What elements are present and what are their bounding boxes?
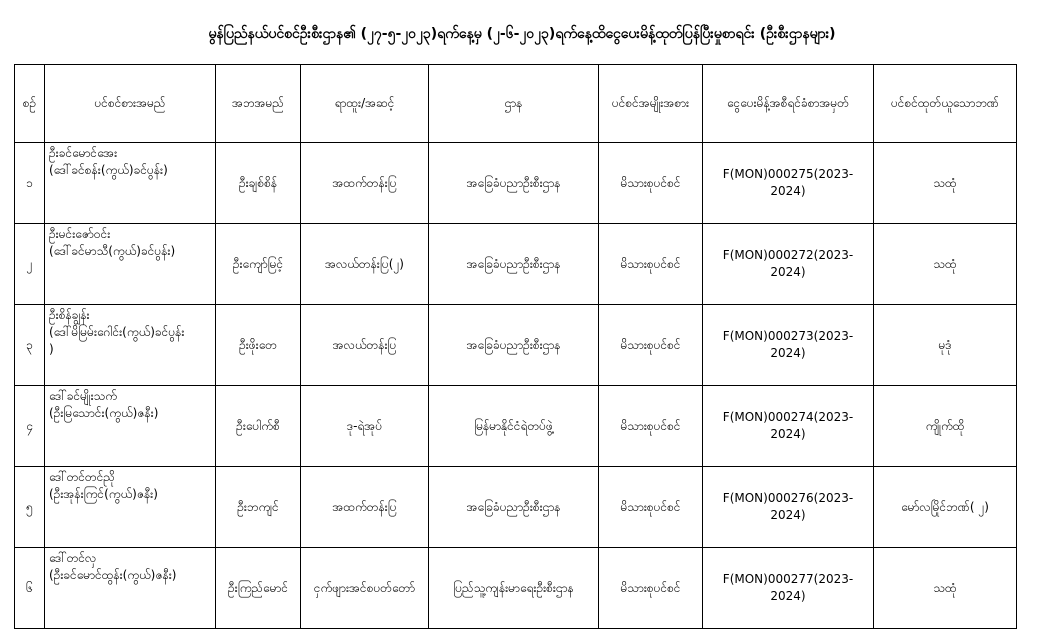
row-number: ၂ — [15, 224, 45, 305]
pension-type: မိသားစုပင်စင် — [599, 467, 703, 548]
table-row — [15, 305, 1017, 386]
page-title: မွန်ပြည်နယ်ပင်စင်ဦးစီးဌာန၏ (၂၇-၅-၂၀၂၃)ရက်နေ့မှ (၂-၆-၂၀၂၃)ရက်နေ့ထိငွေပေးမိန့်ထုတ်ပြန်ပြီးမှုစာရင်း (ဦးစီးဌာနများ) — [208, 26, 836, 42]
rank: ဒု-ရဲအုပ် — [301, 386, 429, 467]
rank: အထက်တန်းပြ — [301, 467, 429, 548]
column-header-pension-type: ပင်စင်အမျိုးအစား — [599, 65, 703, 143]
bank: မုဒုံ — [874, 305, 1017, 386]
order-number: F(MON)000275(2023-2024) — [703, 143, 874, 224]
pensioner-name-cell — [45, 224, 216, 305]
table-header-row — [15, 65, 1017, 143]
department: အခြေခံပညာဦးစီးဌာန — [429, 143, 599, 224]
column-header-bank: ပင်စင်ထုတ်ယူသောဘဏ် — [874, 65, 1017, 143]
deceased-spouse-note: (ဦးခင်မောင်ထွန်း(ကွယ်)ဇနီး) — [49, 568, 177, 582]
department: အခြေခံပညာဦးစီးဌာန — [429, 467, 599, 548]
father-name: ဦးဘကျင် — [216, 467, 301, 548]
deceased-spouse-note: (ဒေါ်ခင်မာသီ(ကွယ်)ခင်ပွန်း) — [49, 244, 176, 258]
pensioner-name: ဒေါ်တင်လှ — [49, 551, 97, 565]
department: မြန်မာနိုင်ငံရဲတပ်ဖွဲ့ — [429, 386, 599, 467]
table-row — [15, 467, 1017, 548]
pensioner-name: ဦးစိန်ချွန်း — [49, 308, 90, 322]
pension-table — [14, 64, 1017, 629]
column-header-pensioner-name: ပင်စင်စားအမည် — [45, 65, 216, 143]
father-name: ဦးကျော်မြင့် — [216, 224, 301, 305]
order-number: F(MON)000276(2023-2024) — [703, 467, 874, 548]
pension-type: မိသားစုပင်စင် — [599, 224, 703, 305]
father-name: ဦးချစ်စိန် — [216, 143, 301, 224]
department: အခြေခံပညာဦးစီးဌာန — [429, 224, 599, 305]
order-number: F(MON)000274(2023-2024) — [703, 386, 874, 467]
order-number: F(MON)000277(2023-2024) — [703, 548, 874, 629]
pensioner-name-cell — [45, 143, 216, 224]
father-name: ဦးပေါက်စီ — [216, 386, 301, 467]
deceased-spouse-note: (ဒေါ်မိမြမ်းဂေါင်း(ကွယ်)ခင်ပွန်း — [49, 325, 185, 339]
pension-type: မိသားစုပင်စင် — [599, 305, 703, 386]
column-header-father-name: အဘအမည် — [216, 65, 301, 143]
rank: အလယ်တန်းပြ(၂) — [301, 224, 429, 305]
bank: သထုံ — [874, 143, 1017, 224]
department: ပြည်သူ့ကျန်းမာရေးဦးစီးဌာန — [429, 548, 599, 629]
pensioner-name: ဒေါ်တင်တင်ညို — [49, 470, 115, 484]
column-header-order-number: ငွေပေးမိန့်အစီရင်ခံစာအမှတ် — [703, 65, 874, 143]
column-header-department: ဌာန — [429, 65, 599, 143]
table-row — [15, 386, 1017, 467]
pensioner-name-cell — [45, 467, 216, 548]
column-header-rank: ရာထူး/အဆင့် — [301, 65, 429, 143]
column-header-no: စဉ် — [15, 65, 45, 143]
pensioner-name-cell — [45, 386, 216, 467]
pension-type: မိသားစုပင်စင် — [599, 386, 703, 467]
father-name: ဦးကြည်မောင် — [216, 548, 301, 629]
deceased-spouse-note: (ဦးအုန်းကြင်(ကွယ်)ဇနီး) — [49, 487, 158, 501]
bank: သထုံ — [874, 224, 1017, 305]
row-number: ၁ — [15, 143, 45, 224]
pension-type: မိသားစုပင်စင် — [599, 548, 703, 629]
table-row — [15, 548, 1017, 629]
pensioner-name-cell — [45, 305, 216, 386]
order-number: F(MON)000272(2023-2024) — [703, 224, 874, 305]
deceased-spouse-note: (ဒေါ်ခင်စန်း(ကွယ်)ခင်ပွန်း) — [49, 163, 168, 177]
pensioner-name: ဒေါ်ခင်မျိုးသက် — [49, 389, 117, 403]
table-row — [15, 224, 1017, 305]
table-row — [15, 143, 1017, 224]
bank: သထုံ — [874, 548, 1017, 629]
rank: အထက်တန်းပြ — [301, 143, 429, 224]
bank: ကျိုက်ထို — [874, 386, 1017, 467]
bank: မော်လမြိုင်ဘဏ်( ၂) — [874, 467, 1017, 548]
order-number: F(MON)000273(2023-2024) — [703, 305, 874, 386]
row-number: ၄ — [15, 386, 45, 467]
pensioner-name: ဦးခင်မောင်အေး — [49, 146, 118, 160]
row-number: ၆ — [15, 548, 45, 629]
pension-type: မိသားစုပင်စင် — [599, 143, 703, 224]
department: အခြေခံပညာဦးစီးဌာန — [429, 305, 599, 386]
pensioner-name: ဦးမင်းဇော်ဝင်း — [49, 227, 111, 241]
father-name: ဦးဖိုးတေ — [216, 305, 301, 386]
rank: ငှက်ဖျားအင်စပတ်တော် — [301, 548, 429, 629]
pensioner-name-cell — [45, 548, 216, 629]
deceased-spouse-note-end: ) — [49, 342, 54, 356]
rank: အလယ်တန်းပြ — [301, 305, 429, 386]
deceased-spouse-note: (ဦးမြသောင်း(ကွယ်)ဇနီး) — [49, 406, 159, 420]
row-number: ၅ — [15, 467, 45, 548]
row-number: ၃ — [15, 305, 45, 386]
